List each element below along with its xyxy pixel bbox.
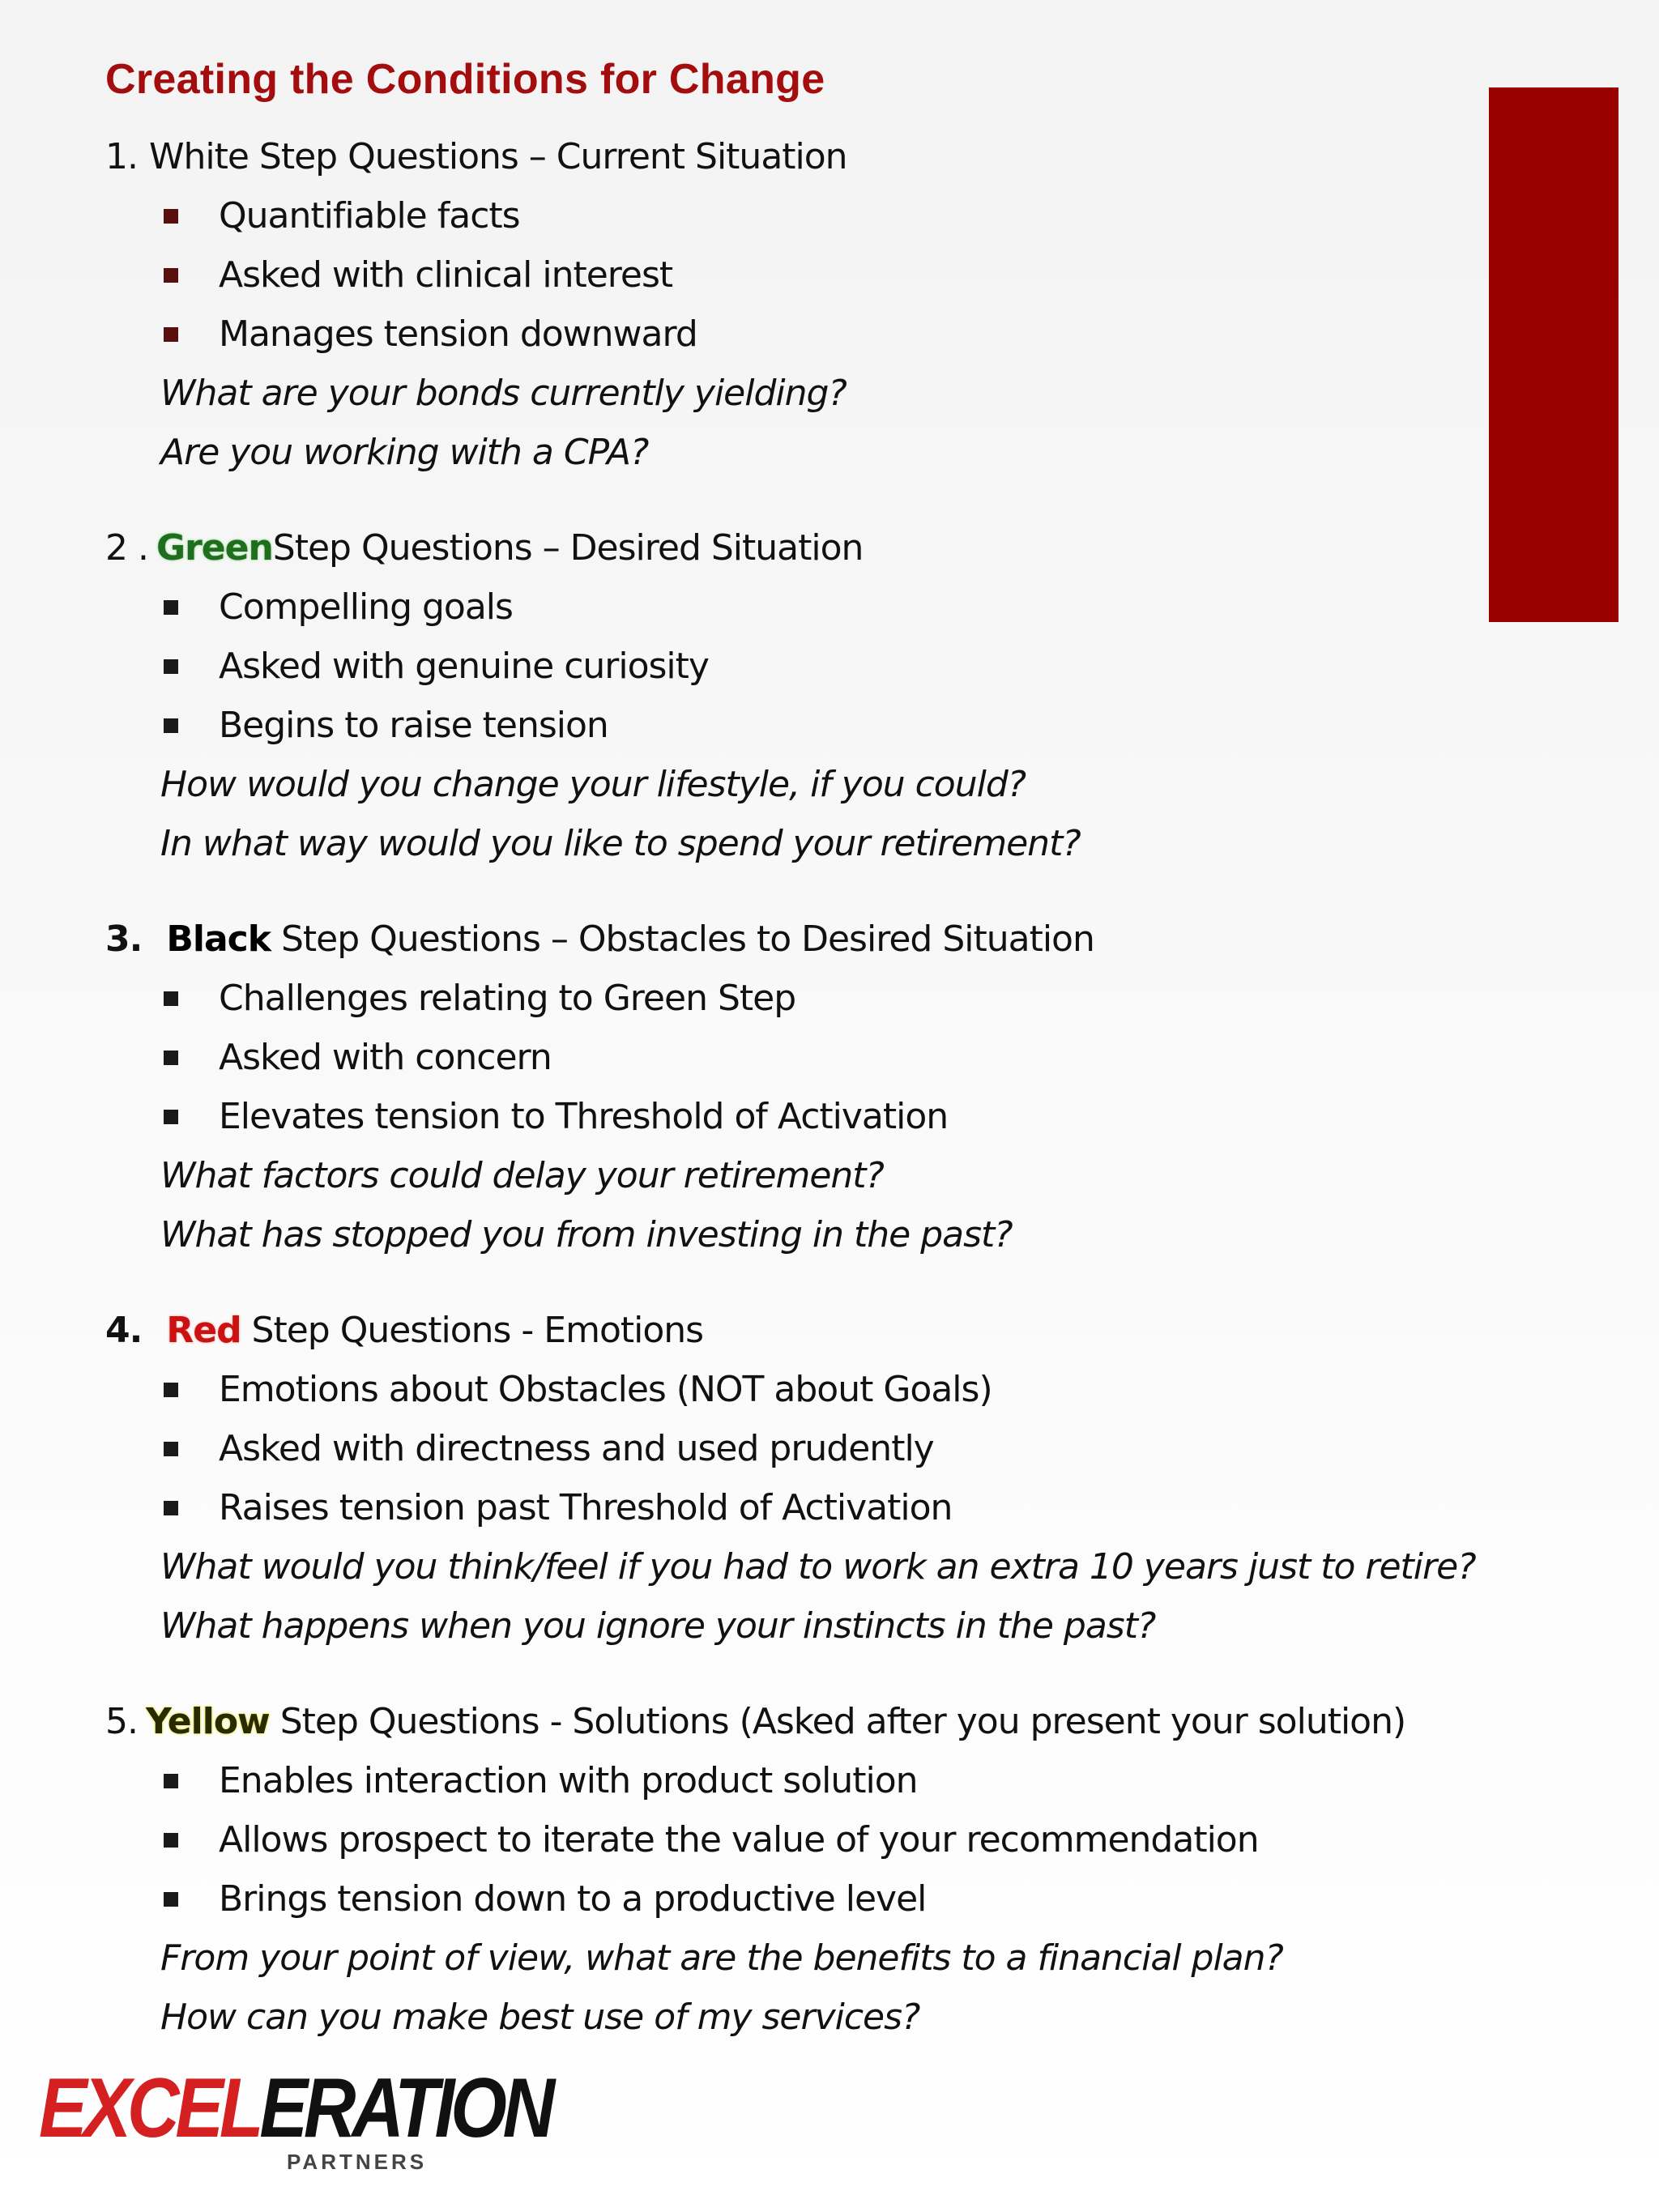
bullet-square-icon bbox=[164, 600, 178, 615]
list-item bbox=[105, 637, 1482, 696]
bullet-text: Quantifiable facts bbox=[219, 195, 520, 237]
example-question: Are you working with a CPA? bbox=[160, 432, 649, 473]
bullet-text: Begins to raise tension bbox=[219, 705, 608, 746]
example-question: What factors could delay your retirement? bbox=[160, 1155, 884, 1196]
section-number: 2 . bbox=[105, 527, 148, 569]
section-number: 4. bbox=[105, 1310, 143, 1351]
list-item bbox=[105, 578, 1482, 637]
section-black-step bbox=[105, 910, 1482, 1264]
heading-text: Step Questions – Current Situation bbox=[248, 136, 847, 177]
section-white-step bbox=[105, 127, 1482, 482]
logo-wordmark bbox=[39, 2061, 552, 2155]
example-question: From your point of view, what are the benefits to a financial plan? bbox=[160, 1937, 1283, 1979]
list-item bbox=[105, 1087, 1482, 1146]
bullet-square-icon bbox=[164, 659, 178, 674]
logo-wordmark-red: EXCEL bbox=[39, 2061, 260, 2155]
list-item bbox=[105, 186, 1482, 245]
list-item bbox=[105, 1419, 1482, 1478]
heading-text: Step Questions – Desired Situation bbox=[272, 527, 864, 569]
example-question: What are your bonds currently yielding? bbox=[160, 373, 847, 414]
example-question: In what way would you like to spend your retirement? bbox=[160, 823, 1081, 864]
example-question: How would you change your lifestyle, if you could? bbox=[160, 764, 1026, 805]
section-heading bbox=[105, 910, 1482, 969]
section-heading bbox=[105, 1301, 1482, 1360]
bullet-text: Asked with genuine curiosity bbox=[219, 646, 709, 687]
bullet-text: Compelling goals bbox=[219, 586, 513, 628]
heading-text: Step Questions - Emotions bbox=[241, 1310, 704, 1351]
bullet-square-icon bbox=[164, 1051, 178, 1065]
logo-wordmark-black: ERATION bbox=[259, 2061, 552, 2155]
bullet-text: Challenges relating to Green Step bbox=[219, 978, 796, 1019]
page-title: Creating the Conditions for Change bbox=[105, 56, 825, 103]
list-item bbox=[105, 1478, 1482, 1537]
bullet-square-icon bbox=[164, 1383, 178, 1397]
step-color-word: Green bbox=[156, 527, 273, 569]
example-question: What has stopped you from investing in the past? bbox=[160, 1214, 1013, 1255]
example-question: What would you think/feel if you had to work an extra 10 years just to retire? bbox=[160, 1546, 1476, 1588]
example-question: What happens when you ignore your instincts in the past? bbox=[160, 1605, 1156, 1647]
list-item bbox=[105, 1360, 1482, 1419]
section-number: 3. bbox=[105, 918, 143, 960]
bullet-square-icon bbox=[164, 1774, 178, 1788]
section-heading bbox=[105, 518, 1482, 578]
accent-bar bbox=[1489, 87, 1618, 622]
list-item bbox=[105, 696, 1482, 755]
heading-text: Step Questions – Obstacles to Desired Situation bbox=[271, 918, 1094, 960]
bullet-text: Asked with concern bbox=[219, 1037, 552, 1078]
bullet-text: Raises tension past Threshold of Activation bbox=[219, 1487, 953, 1528]
bullet-text: Asked with clinical interest bbox=[219, 254, 673, 296]
bullet-square-icon bbox=[164, 991, 178, 1006]
bullet-square-icon bbox=[164, 718, 178, 733]
bullet-text: Asked with directness and used prudently bbox=[219, 1428, 934, 1469]
bullet-text: Allows prospect to iterate the value of your recommendation bbox=[219, 1819, 1259, 1860]
bullet-square-icon bbox=[164, 1892, 178, 1907]
section-yellow-step bbox=[105, 1692, 1482, 2047]
bullet-text: Enables interaction with product solution bbox=[219, 1760, 918, 1801]
bullet-square-icon bbox=[164, 1501, 178, 1515]
bullet-text: Elevates tension to Threshold of Activation bbox=[219, 1096, 949, 1137]
list-item bbox=[105, 1028, 1482, 1087]
section-number: 1. bbox=[105, 136, 138, 177]
bullet-square-icon bbox=[164, 1110, 178, 1124]
example-question: How can you make best use of my services? bbox=[160, 1997, 920, 2038]
company-logo bbox=[39, 2061, 552, 2185]
list-item bbox=[105, 1751, 1482, 1810]
bullet-square-icon bbox=[164, 268, 178, 283]
bullet-text: Brings tension down to a productive level bbox=[219, 1878, 927, 1920]
list-item bbox=[105, 969, 1482, 1028]
bullet-square-icon bbox=[164, 1833, 178, 1848]
step-color-word: White bbox=[148, 136, 249, 177]
section-red-step bbox=[105, 1301, 1482, 1656]
section-green-step bbox=[105, 518, 1482, 873]
step-color-word: Yellow bbox=[145, 1701, 270, 1742]
bullet-square-icon bbox=[164, 1442, 178, 1456]
bullet-text: Emotions about Obstacles (NOT about Goals) bbox=[219, 1369, 992, 1410]
section-number: 5. bbox=[105, 1701, 138, 1742]
bullet-square-icon bbox=[164, 327, 178, 342]
logo-subtitle: PARTNERS bbox=[287, 2150, 428, 2174]
step-color-word: Red bbox=[166, 1310, 241, 1351]
bullet-text: Manages tension downward bbox=[219, 313, 697, 355]
list-item bbox=[105, 305, 1482, 364]
list-item bbox=[105, 1869, 1482, 1929]
heading-text: Step Questions - Solutions (Asked after you present your solution) bbox=[269, 1701, 1406, 1742]
section-heading bbox=[105, 1692, 1482, 1751]
list-item bbox=[105, 245, 1482, 305]
bullet-square-icon bbox=[164, 209, 178, 224]
step-color-word: Black bbox=[166, 918, 271, 960]
section-heading bbox=[105, 127, 1482, 186]
list-item bbox=[105, 1810, 1482, 1869]
